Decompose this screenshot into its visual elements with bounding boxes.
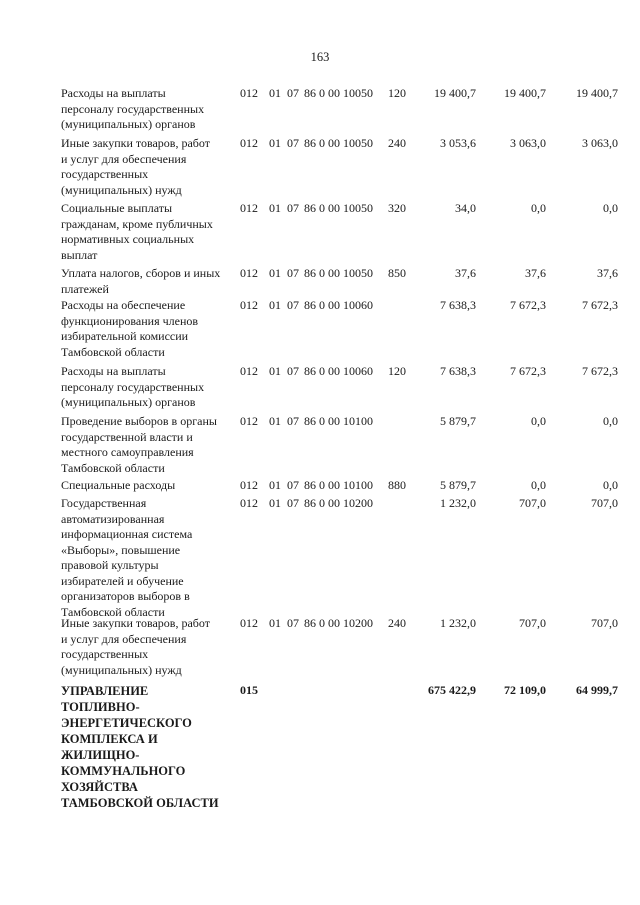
- row-target-article: 86 0 00 10050: [304, 201, 373, 215]
- row-section-code: 01: [269, 136, 281, 150]
- row-value-year-3: 0,0: [603, 201, 618, 215]
- row-section-code: 01: [269, 478, 281, 492]
- row-value-year-1: 5 879,7: [440, 414, 476, 428]
- row-value-year-2: 0,0: [531, 414, 546, 428]
- row-subsection-code: 07: [287, 136, 299, 150]
- row-ministry-code: 012: [240, 298, 258, 312]
- row-ministry-code: 012: [240, 496, 258, 510]
- row-section-code: 01: [269, 414, 281, 428]
- row-expense-type: 320: [388, 201, 406, 215]
- row-subsection-code: 07: [287, 496, 299, 510]
- row-value-year-3: 37,6: [597, 266, 618, 280]
- row-ministry-code: 012: [240, 616, 258, 630]
- row-value-year-2: 19 400,7: [504, 86, 546, 100]
- row-value-year-3: 7 672,3: [582, 364, 618, 378]
- row-section-code: 01: [269, 364, 281, 378]
- row-value-year-2: 0,0: [531, 478, 546, 492]
- row-value-year-1: 3 053,6: [440, 136, 476, 150]
- row-name: Расходы на обеспечение функционирования членов избирательной комиссии Тамбовской области: [61, 298, 199, 359]
- row-value-year-2: 0,0: [531, 201, 546, 215]
- row-name: Иные закупки товаров, работ и услуг для обеспечения государственных (муниципальных) нужд: [61, 616, 210, 677]
- row-name: Расходы на выплаты персоналу государственных (муниципальных) органов: [61, 86, 205, 131]
- row-section-code: 01: [269, 201, 281, 215]
- row-target-article: 86 0 00 10050: [304, 86, 373, 100]
- row-value-year-3: 707,0: [591, 616, 618, 630]
- row-section-code: 01: [269, 266, 281, 280]
- row-value-year-2: 3 063,0: [510, 136, 546, 150]
- row-section-code: 01: [269, 616, 281, 630]
- row-value-year-3: 64 999,7: [576, 683, 618, 697]
- row-value-year-1: 1 232,0: [440, 616, 476, 630]
- row-ministry-code: 012: [240, 364, 258, 378]
- row-name: УПРАВЛЕНИЕ ТОПЛИВНО- ЭНЕРГЕТИЧЕСКОГО КОМПЛЕКСА И ЖИЛИЩНО- КОММУНАЛЬНОГО ХОЗЯЙСТВА ТАМБОВСКОЙ ОБЛАСТИ: [61, 684, 219, 810]
- row-subsection-code: 07: [287, 298, 299, 312]
- row-ministry-code: 012: [240, 86, 258, 100]
- row-value-year-3: 0,0: [603, 414, 618, 428]
- row-subsection-code: 07: [287, 266, 299, 280]
- row-value-year-2: 7 672,3: [510, 364, 546, 378]
- row-ministry-code: 012: [240, 201, 258, 215]
- row-expense-type: 240: [388, 616, 406, 630]
- row-ministry-code: 012: [240, 478, 258, 492]
- row-value-year-2: 707,0: [519, 616, 546, 630]
- row-expense-type: 850: [388, 266, 406, 280]
- row-target-article: 86 0 00 10200: [304, 616, 373, 630]
- row-target-article: 86 0 00 10200: [304, 496, 373, 510]
- row-subsection-code: 07: [287, 478, 299, 492]
- page-number: 163: [310, 50, 330, 64]
- row-value-year-1: 7 638,3: [440, 364, 476, 378]
- row-value-year-1: 37,6: [455, 266, 476, 280]
- row-name: Проведение выборов в органы государственной власти и местного самоуправления Тамбовской области: [61, 414, 217, 475]
- row-name: Государственная автоматизированная информационная система «Выборы», повышение правовой культуры избирателей и обучение организаторов выборов в Тамбовской области: [61, 496, 193, 619]
- row-subsection-code: 07: [287, 414, 299, 428]
- row-target-article: 86 0 00 10100: [304, 478, 373, 492]
- row-value-year-2: 7 672,3: [510, 298, 546, 312]
- row-value-year-3: 0,0: [603, 478, 618, 492]
- row-expense-type: 120: [388, 86, 406, 100]
- row-value-year-1: 5 879,7: [440, 478, 476, 492]
- row-value-year-1: 1 232,0: [440, 496, 476, 510]
- row-name: Расходы на выплаты персоналу государственных (муниципальных) органов: [61, 364, 205, 409]
- row-expense-type: 240: [388, 136, 406, 150]
- row-value-year-3: 3 063,0: [582, 136, 618, 150]
- row-subsection-code: 07: [287, 616, 299, 630]
- row-name: Иные закупки товаров, работ и услуг для обеспечения государственных (муниципальных) нужд: [61, 136, 210, 197]
- row-value-year-1: 19 400,7: [434, 86, 476, 100]
- row-value-year-1: 7 638,3: [440, 298, 476, 312]
- row-value-year-3: 707,0: [591, 496, 618, 510]
- row-ministry-code: 012: [240, 266, 258, 280]
- row-target-article: 86 0 00 10060: [304, 298, 373, 312]
- row-section-code: 01: [269, 298, 281, 312]
- row-name: Специальные расходы: [61, 478, 176, 492]
- row-value-year-2: 72 109,0: [504, 683, 546, 697]
- row-section-code: 01: [269, 496, 281, 510]
- row-ministry-code: 012: [240, 136, 258, 150]
- row-value-year-3: 19 400,7: [576, 86, 618, 100]
- row-value-year-2: 37,6: [525, 266, 546, 280]
- row-name: Социальные выплаты гражданам, кроме публичных нормативных социальных выплат: [61, 201, 213, 262]
- row-expense-type: 880: [388, 478, 406, 492]
- row-value-year-1: 675 422,9: [428, 683, 476, 697]
- row-target-article: 86 0 00 10050: [304, 266, 373, 280]
- row-target-article: 86 0 00 10050: [304, 136, 373, 150]
- row-section-code: 01: [269, 86, 281, 100]
- row-ministry-code: 012: [240, 414, 258, 428]
- row-ministry-code: 015: [240, 683, 258, 697]
- row-target-article: 86 0 00 10060: [304, 364, 373, 378]
- row-subsection-code: 07: [287, 364, 299, 378]
- row-value-year-2: 707,0: [519, 496, 546, 510]
- row-value-year-3: 7 672,3: [582, 298, 618, 312]
- row-expense-type: 120: [388, 364, 406, 378]
- row-name: Уплата налогов, сборов и иных платежей: [61, 266, 221, 296]
- row-subsection-code: 07: [287, 86, 299, 100]
- row-target-article: 86 0 00 10100: [304, 414, 373, 428]
- row-subsection-code: 07: [287, 201, 299, 215]
- row-value-year-1: 34,0: [455, 201, 476, 215]
